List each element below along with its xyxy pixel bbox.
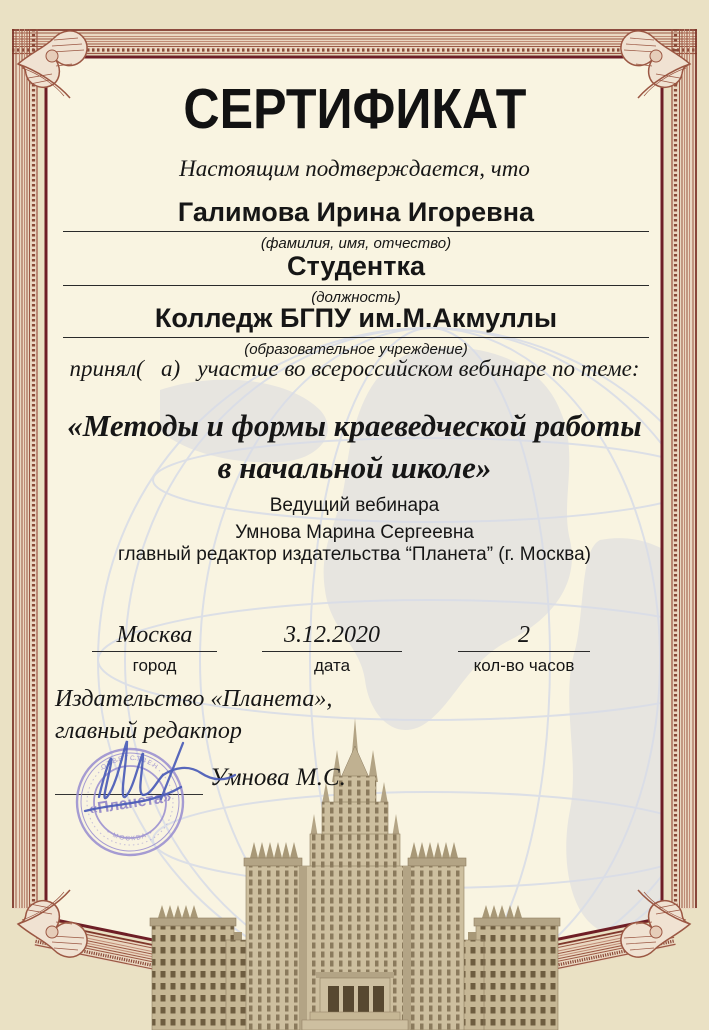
host-label: Ведущий вебинара [269,495,440,516]
participation-text: принял( а) участие во всероссийском вебинаре по теме: [69,356,640,381]
host-title: главный редактор издательства “Планета” (г. Москва) [118,544,591,565]
position-caption: (должность) [311,289,401,306]
topic-line-2: в начальной школе» [217,450,492,485]
recipient-name: Галимова Ирина Игоревна [63,197,649,232]
hours-value: 2 [458,622,590,652]
institution-caption: (образовательное учреждение) [244,341,468,358]
host-name: Умнова Марина Сергеевна [235,522,474,543]
city-label: город [132,656,177,675]
intro-text: Настоящим подтверждается, что [179,156,530,181]
stamp-center-text: «Планета» [87,788,173,819]
hours-field [458,622,590,676]
topic-line-1: «Методы и формы краеведческой работы [67,408,642,443]
date-label: дата [313,656,351,675]
position-field [63,251,649,306]
institution-field [63,303,649,358]
svg-text:• МОСКВА • [105,829,155,843]
institution-value: Колледж БГПУ им.М.Акмуллы [63,303,649,338]
hours-label: кол-во часов [473,656,575,675]
date-value: 3.12.2020 [262,622,402,652]
city-field [92,622,217,676]
recipient-caption: (фамилия, имя, отчество) [260,235,452,252]
signature-name: Умнова М.С. [210,764,346,791]
position-value: Студентка [63,251,649,286]
date-field [262,622,402,676]
recipient-field [63,197,649,252]
publisher-line-2: главный редактор [55,718,242,744]
certificate-title: СЕРТИФИКАТ [182,77,527,141]
city-value: Москва [92,622,217,652]
stamp-ring-text-top: ОТВЕТСТВЕН [100,754,160,772]
publisher-line-1: Издательство «Планета», [55,686,333,712]
stamp-ring-text-bottom: • МОСКВА • [105,828,155,843]
stamp-icon [55,725,255,870]
